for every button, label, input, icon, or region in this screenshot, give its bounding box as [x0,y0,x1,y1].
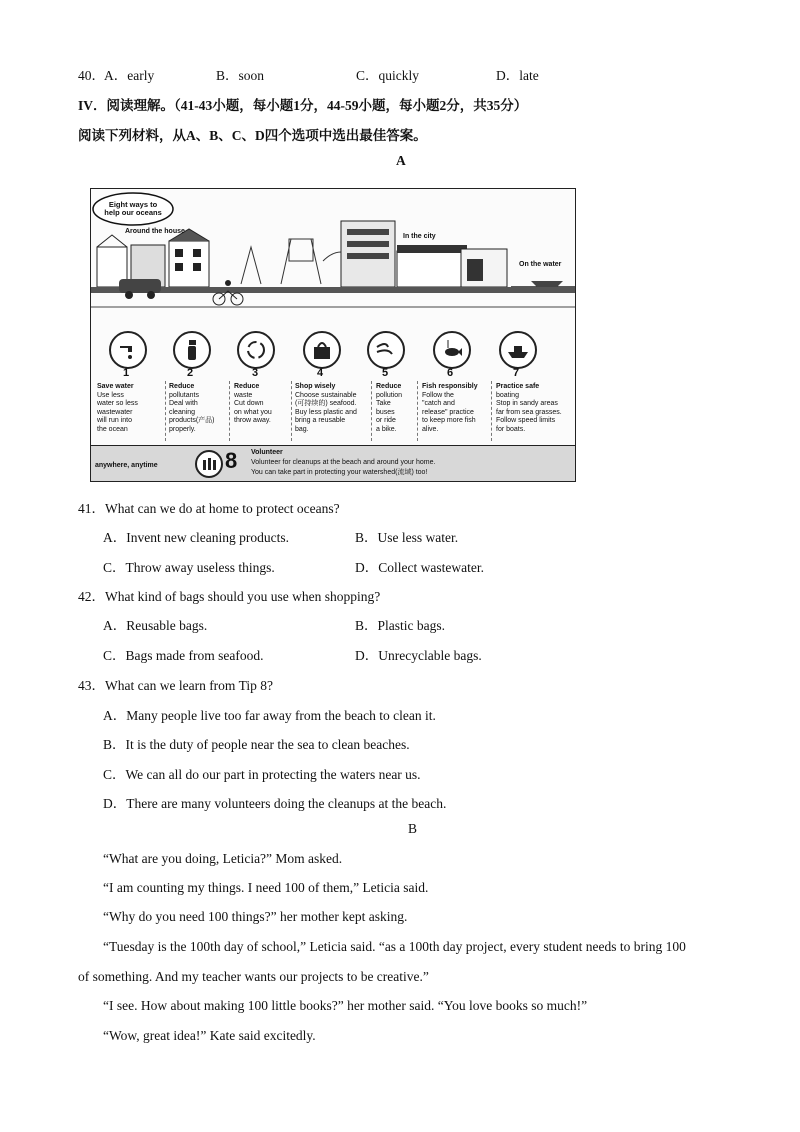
label-on-water: On the water [519,261,562,268]
tip-desc: Follow speed limits [496,417,556,424]
section-instruction: 阅读下列材料，从A、B、C、D四个选项中选出最佳答案。 [78,128,427,143]
tip-4-number: 4 [317,367,324,379]
question-number: 40． [78,68,105,83]
tip-6-number: 6 [447,367,454,379]
tip-8-line2: You can take part in protecting your watershed(流域) too! [251,469,428,476]
tip-desc: to keep more fish [422,417,476,424]
tip-desc: release" practice [422,408,474,416]
option-b: B．It is the duty of people near the sea to clean beaches. [103,737,410,752]
option-d: D．Unrecyclable bags. [355,648,482,663]
infographic-title-line2: help our oceans [104,208,162,217]
infographic-title [103,201,163,217]
passage-b-label: B [408,821,418,836]
question-41-options-row1 [103,526,603,544]
tip-desc: bag. [295,425,309,433]
tip-2-text [169,383,215,434]
question-text: What can we learn from Tip 8? [105,678,273,693]
volunteer-icon [195,450,223,478]
tip-desc: (可持续的) seafood. [295,400,357,407]
tip-title: Shop wisely [295,383,336,390]
tip-8-number: 8 [225,448,238,473]
tip-desc: cleaning [169,408,196,416]
question-41-options-row2 [103,556,603,574]
tip-desc: the ocean [97,425,128,433]
label-in-city: In the city [403,233,436,240]
wind-icon [367,331,405,369]
label-around-house: Around the house [125,228,185,235]
tip-desc: alive. [422,425,439,433]
tip-4-text [295,383,357,434]
tip-title: Save water [97,383,134,390]
tip-desc: Take [376,400,391,407]
option-b: B．Plastic bags. [355,618,445,633]
question-text: What kind of bags should you use when shopping? [105,589,381,604]
tip-desc: or ride [376,417,396,424]
story-paragraph: “Why do you need 100 things?” her mother kept asking. [103,909,408,924]
tip-6-text [422,383,478,434]
shopping-bag-icon [303,331,341,369]
tip-8-band [91,445,575,482]
fish-hook-icon [433,331,471,369]
tip-desc: buses [376,408,395,416]
tip-desc: will run into [97,417,133,424]
tip-3-text [234,383,272,426]
city-illustration [91,189,575,329]
passage-a-label: A [396,153,406,168]
story-paragraph: “Tuesday is the 100th day of school,” Leticia said. “as a 100th day project, every student needs to bring 100 [103,939,686,954]
question-42-stem [78,585,380,605]
option-b: B．Use less water. [355,530,459,545]
tip-desc: water so less [97,400,138,407]
question-number: 41． [78,501,105,516]
option-c: C．We can all do our part in protecting the waters near us. [103,767,421,782]
tip-divider [165,381,166,441]
option-d: D．Collect wastewater. [355,560,484,575]
option-d: D．late [496,68,539,83]
tip-title: Reduce [376,383,402,390]
tip-desc: Use less [97,391,124,399]
tip-divider [291,381,292,441]
tip-title: Reduce [234,383,260,390]
option-a: A．Invent new cleaning products. [103,530,289,545]
infographic-title-line1: Eight ways to [108,200,158,209]
tip-desc: a bike. [376,425,397,433]
tip-1-text [97,383,138,434]
tip-desc: bring a reusable [295,417,346,424]
tip-desc: properly. [169,425,196,433]
tip-desc: Buy less plastic and [295,408,357,416]
question-text: What can we do at home to protect oceans? [105,501,340,516]
recycle-icon [237,331,275,369]
tip-2-number: 2 [187,367,194,379]
tip-desc: far from sea grasses. [496,408,562,416]
tip-5-text [376,383,402,434]
option-c: C．Bags made from seafood. [103,648,264,663]
question-43-stem [78,674,273,694]
tip-desc: products(产品) [169,417,215,424]
tip-desc: waste [234,391,253,399]
tip-divider [229,381,230,441]
question-41-stem [78,497,340,517]
story-paragraph: “Wow, great idea!” Kate said excitedly. [103,1028,316,1043]
section-heading: IV．阅读理解。（41-43小题，每小题1分，44-59小题，每小题2分，共35分） [78,98,528,113]
option-c: C．quickly [356,68,419,83]
tip-title: Fish responsibly [422,383,478,390]
option-d: D．There are many volunteers doing the cleanups at the beach. [103,796,447,811]
tip-8-anywhere: anywhere, anytime [95,462,158,469]
tip-desc: boating [496,391,519,399]
option-a: A．Reusable bags. [103,618,208,633]
story-paragraph: “I am counting my things. I need 100 of them,” Leticia said. [103,880,429,895]
story-paragraph: “I see. How about making 100 little books?” her mother said. “You love books so much!” [103,998,588,1013]
tip-desc: Stop in sandy areas [496,400,558,407]
question-number: 42． [78,589,105,604]
boat-icon [499,331,537,369]
option-a: A．early [104,68,155,83]
story-paragraph: “What are you doing, Leticia?” Mom asked. [103,851,343,866]
tip-title: Practice safe [496,383,540,390]
story-paragraph-continued: of something. And my teacher wants our projects to be creative.” [78,969,429,984]
tip-desc: Choose sustainable [295,391,357,399]
tip-desc: pollution [376,391,403,399]
tip-8-line1: Volunteer for cleanups at the beach and around your home. [251,459,436,466]
tip-8-title: Volunteer [251,449,283,456]
tip-desc: "catch and [422,400,455,407]
tip-desc: pollutants [169,391,199,399]
tip-divider [371,381,372,441]
tip-desc: for boats. [496,425,526,433]
tip-divider [491,381,492,441]
tip-5-number: 5 [382,367,389,379]
ocean-tips-infographic [90,188,576,482]
tip-3-number: 3 [252,367,259,379]
question-42-options-row2 [103,644,603,662]
tip-title: Reduce [169,383,195,390]
spray-bottle-icon [173,331,211,369]
option-c: C．Throw away useless things. [103,560,275,575]
tip-desc: Deal with [169,400,198,407]
option-b: B．soon [216,68,265,83]
tip-1-number: 1 [123,367,130,379]
tip-desc: on what you [234,408,272,416]
tip-desc: throw away. [234,417,271,424]
tip-divider [417,381,418,441]
tip-desc: wastewater [97,408,133,416]
tip-desc: Follow the [422,391,454,399]
tip-7-number: 7 [513,367,520,379]
tip-7-text [496,383,562,434]
tip-desc: Cut down [234,400,264,407]
question-40 [78,64,578,82]
question-42-options-row1 [103,614,603,632]
option-a: A．Many people live too far away from the beach to clean it. [103,708,436,723]
faucet-icon [109,331,147,369]
question-number: 43． [78,678,105,693]
